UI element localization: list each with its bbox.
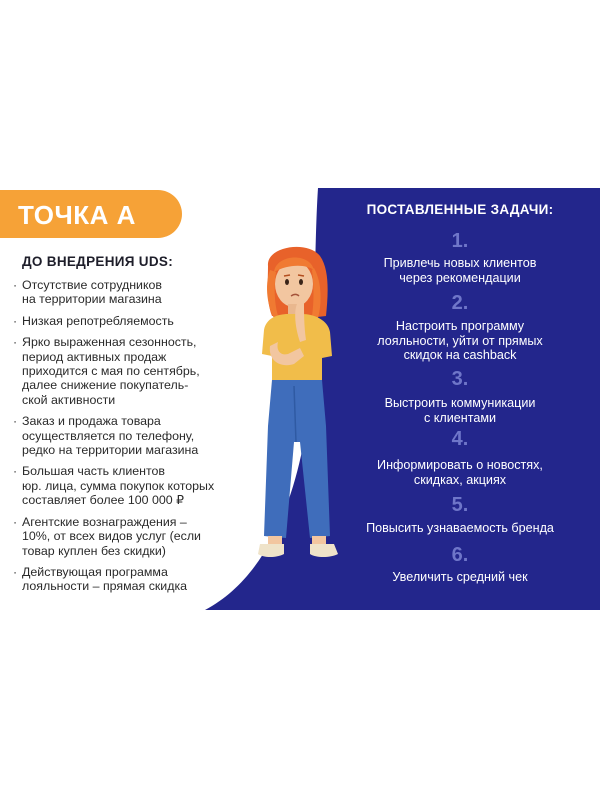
task-text: Привлечь новых клиентов через рекомендации xyxy=(383,256,537,285)
list-item-text: Отсутствие сотрудников на территории магазина xyxy=(22,278,162,307)
slide xyxy=(0,188,600,610)
task-text: Увеличить средний чек xyxy=(392,570,528,584)
before-uds-heading: ДО ВНЕДРЕНИЯ UDS: xyxy=(22,254,174,269)
task-text: Повысить узнаваемость бренда xyxy=(366,521,554,535)
bullet-icon: · xyxy=(13,414,18,429)
task-number: 4. xyxy=(451,428,469,450)
list-item-text: Агентские вознаграждения – 10%, от всех видов услуг (если товар куплен без скидки) xyxy=(22,514,201,558)
task-text: Настроить программу лояльности, уйти от прямых скидок на cashback xyxy=(377,319,543,363)
bullet-icon: · xyxy=(13,313,18,328)
tasks-heading: ПОСТАВЛЕННЫЕ ЗАДАЧИ: xyxy=(366,202,554,217)
list-item xyxy=(13,515,251,558)
task-number: 1. xyxy=(451,230,469,252)
bullet-icon: · xyxy=(13,335,18,350)
list-item xyxy=(13,414,251,457)
task-number: 6. xyxy=(451,544,469,566)
bullet-icon: · xyxy=(13,278,18,292)
task-number: 2. xyxy=(451,292,469,314)
bullet-icon: · xyxy=(13,564,18,579)
list-item-text: Заказ и продажа товара осуществляется по телефону, редко на территории магазина xyxy=(22,414,199,458)
task-text: Выстроить коммуникации с клиентами xyxy=(384,396,536,425)
list-item xyxy=(13,335,251,407)
list-item xyxy=(13,278,251,307)
list-item-text: Ярко выраженная сезонность, период активных продаж приходится с мая по сентябрь, далее снижение покупатель- ской активности xyxy=(22,335,200,407)
bullet-icon: · xyxy=(13,464,18,479)
point-a-tag xyxy=(0,190,182,238)
task-number: 5. xyxy=(451,494,469,516)
task-text: Информировать о новостях, скидках, акциях xyxy=(377,458,543,487)
task-number: 3. xyxy=(451,368,469,390)
before-uds-list xyxy=(13,278,251,601)
list-item xyxy=(13,314,251,328)
point-a-label: ТОЧКА А xyxy=(18,200,136,230)
bullet-icon: · xyxy=(13,514,18,529)
list-item-text: Низкая репотребляемость xyxy=(22,313,174,328)
list-item-text: Большая часть клиентов юр. лица, сумма покупок которых составляет более 100 000 ₽ xyxy=(22,464,215,508)
list-item xyxy=(13,565,251,594)
list-item-text: Действующая программа лояльности – прямая скидка xyxy=(22,564,188,594)
list-item xyxy=(13,464,251,507)
